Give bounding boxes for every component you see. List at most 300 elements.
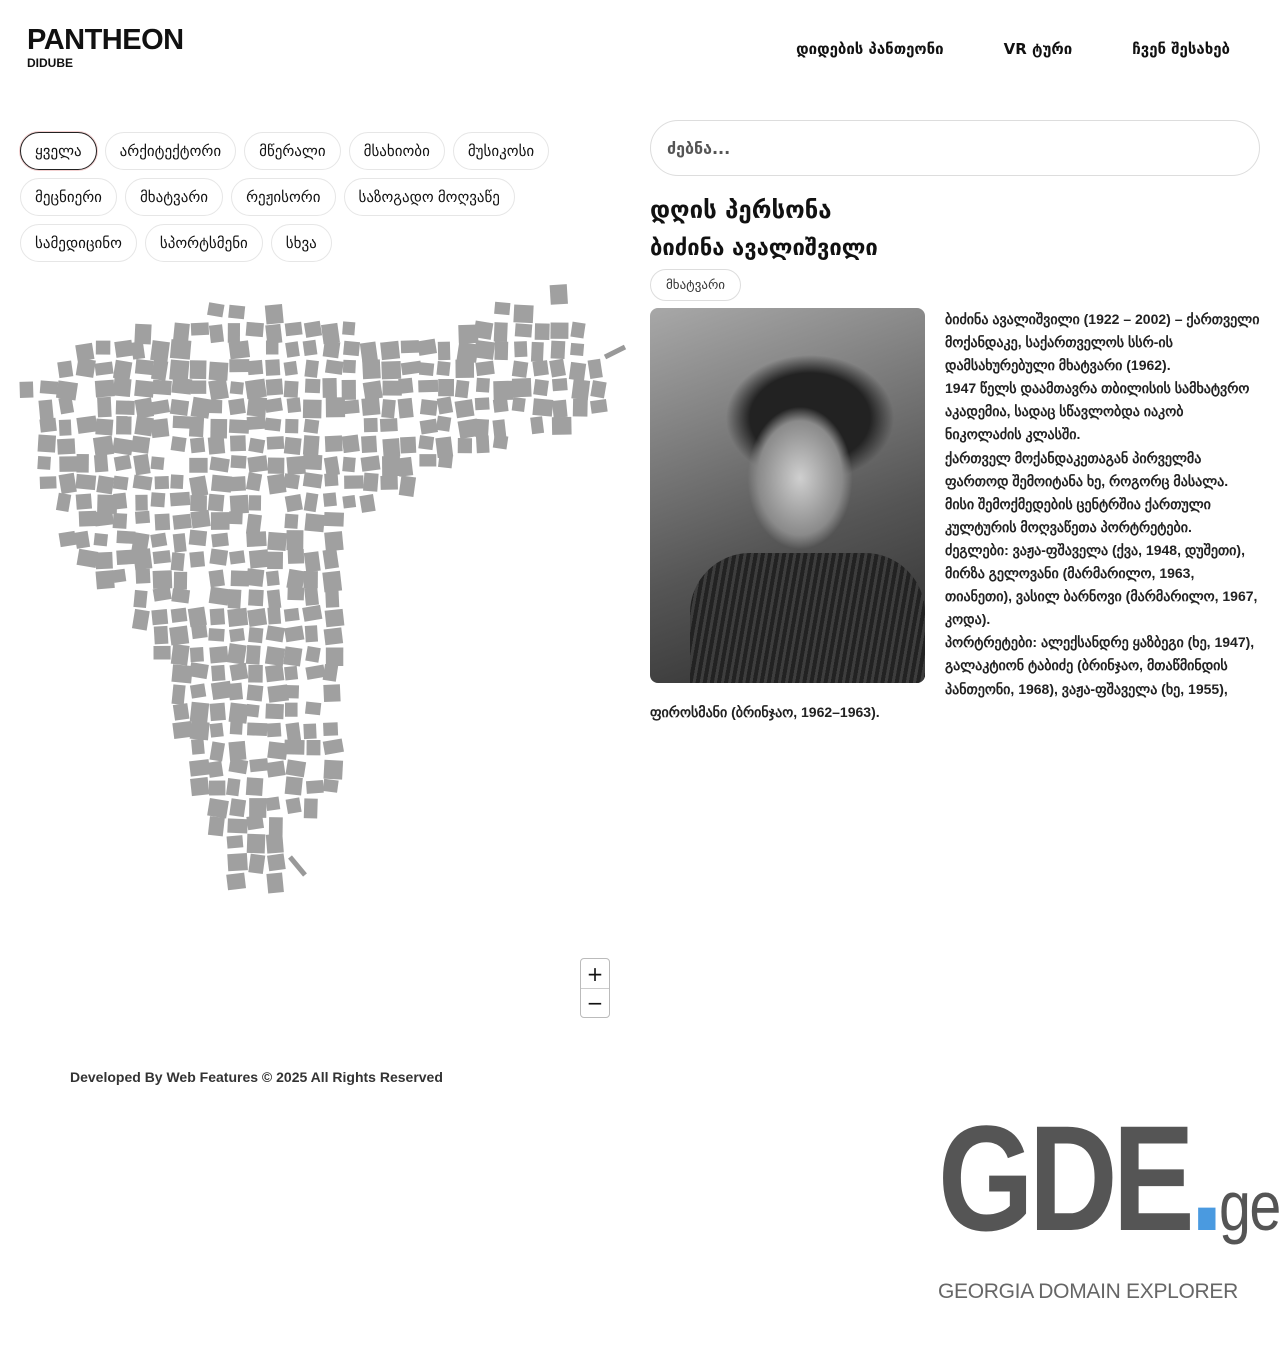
grave-plot[interactable] xyxy=(303,340,318,356)
grave-plot[interactable] xyxy=(116,400,135,415)
grave-plot[interactable] xyxy=(171,552,185,571)
grave-plot[interactable] xyxy=(531,342,544,362)
grave-plot[interactable] xyxy=(304,798,318,818)
grave-plot[interactable] xyxy=(322,779,338,793)
grave-plot[interactable] xyxy=(230,435,246,451)
grave-plot[interactable] xyxy=(418,435,434,450)
grave-plot[interactable] xyxy=(229,663,248,681)
grave-plot[interactable] xyxy=(304,571,318,588)
grave-plot[interactable] xyxy=(135,495,148,511)
filter-chip[interactable]: საზოგადო მოღვაწე xyxy=(344,178,515,216)
grave-plot[interactable] xyxy=(321,323,340,344)
grave-plot[interactable] xyxy=(95,570,114,589)
grave-plot[interactable] xyxy=(284,740,304,755)
gde-logo[interactable] xyxy=(938,1094,1280,1304)
grave-plot[interactable] xyxy=(172,721,193,739)
grave-plot[interactable] xyxy=(267,607,281,625)
grave-plot[interactable] xyxy=(227,643,247,664)
grave-plot[interactable] xyxy=(246,704,260,718)
grave-plot[interactable] xyxy=(246,777,264,796)
grave-plot[interactable] xyxy=(323,760,343,780)
grave-plot[interactable] xyxy=(208,761,224,778)
grave-plot[interactable] xyxy=(170,474,183,489)
grave-plot[interactable] xyxy=(571,379,590,400)
grave-plot[interactable] xyxy=(533,379,549,396)
grave-plot[interactable] xyxy=(191,397,212,419)
grave-plot[interactable] xyxy=(455,359,474,378)
grave-plot[interactable] xyxy=(267,589,282,609)
grave-plot[interactable] xyxy=(77,549,99,568)
grave-plot[interactable] xyxy=(173,703,190,721)
grave-plot[interactable] xyxy=(436,416,452,432)
grave-plot[interactable] xyxy=(96,341,111,355)
grave-plot[interactable] xyxy=(133,454,151,475)
grave-plot[interactable] xyxy=(38,435,56,453)
grave-plot[interactable] xyxy=(361,455,381,471)
grave-plot[interactable] xyxy=(113,493,127,510)
grave-plot[interactable] xyxy=(381,361,401,379)
grave-plot[interactable] xyxy=(189,417,204,438)
grave-plot[interactable] xyxy=(170,399,189,416)
grave-plot[interactable] xyxy=(153,550,171,564)
grave-plot[interactable] xyxy=(322,378,337,398)
grave-plot[interactable] xyxy=(418,380,438,393)
grave-plot[interactable] xyxy=(325,435,343,452)
filter-chip[interactable]: მუსიკოსი xyxy=(453,132,549,170)
nav-about[interactable]: ჩვენ შესახებ xyxy=(1132,40,1230,58)
grave-plot[interactable] xyxy=(209,703,225,721)
grave-plot[interactable] xyxy=(247,455,268,473)
grave-plot[interactable] xyxy=(228,323,240,343)
grave-plot[interactable] xyxy=(458,438,472,453)
filter-chip[interactable]: სხვა xyxy=(271,224,332,262)
grave-plot[interactable] xyxy=(382,438,400,457)
grave-plot[interactable] xyxy=(95,418,113,435)
grave-plot[interactable] xyxy=(284,361,298,376)
grave-plot[interactable] xyxy=(305,625,318,642)
grave-plot[interactable] xyxy=(284,437,302,455)
grave-plot[interactable] xyxy=(171,436,187,452)
grave-plot[interactable] xyxy=(342,435,360,454)
grave-plot[interactable] xyxy=(266,571,280,587)
grave-plot[interactable] xyxy=(397,457,413,477)
grave-plot[interactable] xyxy=(189,551,205,567)
grave-plot[interactable] xyxy=(76,494,92,510)
grave-plot[interactable] xyxy=(248,589,264,606)
grave-plot[interactable] xyxy=(190,360,207,379)
grave-plot[interactable] xyxy=(323,722,338,736)
grave-plot[interactable] xyxy=(401,340,419,353)
grave-plot[interactable] xyxy=(112,438,133,456)
grave-plot[interactable] xyxy=(304,513,325,532)
grave-plot[interactable] xyxy=(189,662,209,679)
grave-plot[interactable] xyxy=(303,419,319,434)
grave-plot[interactable] xyxy=(95,552,113,569)
grave-plot[interactable] xyxy=(323,492,337,507)
grave-plot[interactable] xyxy=(209,587,230,606)
grave-plot[interactable] xyxy=(228,398,246,415)
grave-plot[interactable] xyxy=(211,533,229,548)
grave-plot[interactable] xyxy=(134,416,154,437)
grave-plot[interactable] xyxy=(97,397,112,417)
grave-plot[interactable] xyxy=(283,646,302,666)
grave-plot[interactable] xyxy=(249,549,269,568)
grave-plot[interactable] xyxy=(305,665,325,680)
grave-plot[interactable] xyxy=(56,493,71,512)
grave-plot[interactable] xyxy=(135,511,150,524)
grave-plot[interactable] xyxy=(246,815,264,830)
grave-plot[interactable] xyxy=(304,360,319,378)
grave-plot[interactable] xyxy=(171,644,190,666)
grave-plot[interactable] xyxy=(39,418,56,433)
grave-plot[interactable] xyxy=(134,380,154,398)
grave-plot[interactable] xyxy=(343,341,360,356)
grave-plot[interactable] xyxy=(173,416,191,429)
grave-plot[interactable] xyxy=(417,339,437,356)
grave-plot[interactable] xyxy=(208,816,225,836)
grave-plot[interactable] xyxy=(381,399,396,418)
grave-plot[interactable] xyxy=(151,456,165,470)
filter-chip[interactable]: სამედიცინო xyxy=(20,224,137,262)
grave-plot[interactable] xyxy=(173,533,187,552)
grave-plot[interactable] xyxy=(188,607,207,628)
grave-plot[interactable] xyxy=(228,589,242,609)
grave-plot[interactable] xyxy=(551,341,566,359)
grave-plot[interactable] xyxy=(380,476,398,490)
grave-plot[interactable] xyxy=(209,569,225,587)
grave-plot[interactable] xyxy=(419,454,436,466)
grave-plot[interactable] xyxy=(113,360,132,381)
grave-plot[interactable] xyxy=(75,343,94,362)
grave-plot[interactable] xyxy=(286,569,305,590)
grave-plot[interactable] xyxy=(473,321,493,340)
grave-plot[interactable] xyxy=(269,817,283,836)
grave-plot[interactable] xyxy=(493,381,513,401)
grave-plot[interactable] xyxy=(268,458,285,474)
grave-plot[interactable] xyxy=(438,454,453,468)
grave-plot[interactable] xyxy=(152,380,172,396)
grave-plot[interactable] xyxy=(230,455,246,469)
grave-plot[interactable] xyxy=(304,321,322,338)
grave-plot[interactable] xyxy=(75,474,96,490)
zoom-in-button[interactable]: + xyxy=(586,961,604,986)
grave-plot[interactable] xyxy=(170,492,191,507)
grave-plot[interactable] xyxy=(474,340,495,360)
grave-plot[interactable] xyxy=(438,342,451,361)
grave-plot[interactable] xyxy=(153,587,172,602)
grave-plot[interactable] xyxy=(169,359,189,380)
grave-plot[interactable] xyxy=(249,798,266,818)
grave-plot[interactable] xyxy=(191,322,209,335)
grave-plot[interactable] xyxy=(245,379,267,400)
grave-plot[interactable] xyxy=(229,550,245,564)
grave-plot[interactable] xyxy=(399,476,416,497)
grave-plot[interactable] xyxy=(590,399,608,414)
grave-plot[interactable] xyxy=(364,418,378,432)
grave-plot[interactable] xyxy=(266,873,284,894)
grave-plot[interactable] xyxy=(514,341,527,357)
filter-chip[interactable]: რეჟისორი xyxy=(231,178,335,216)
grave-plot[interactable] xyxy=(189,475,208,497)
grave-plot[interactable] xyxy=(174,572,187,590)
grave-plot[interactable] xyxy=(211,512,230,530)
grave-plot[interactable] xyxy=(493,398,509,412)
grave-plot[interactable] xyxy=(247,684,264,701)
grave-plot[interactable] xyxy=(361,436,377,453)
grave-plot[interactable] xyxy=(171,608,188,623)
grave-plot[interactable] xyxy=(171,588,190,603)
grave-plot[interactable] xyxy=(325,359,344,374)
grave-plot[interactable] xyxy=(512,397,526,412)
grave-plot[interactable] xyxy=(190,510,210,529)
grave-plot[interactable] xyxy=(513,304,533,323)
grave-plot[interactable] xyxy=(210,608,225,625)
grave-plot[interactable] xyxy=(285,759,306,777)
grave-plot[interactable] xyxy=(284,608,300,622)
grave-plot[interactable] xyxy=(287,397,302,413)
grave-plot[interactable] xyxy=(114,455,132,471)
grave-plot[interactable] xyxy=(172,684,186,705)
grave-plot[interactable] xyxy=(153,570,173,589)
grave-plot[interactable] xyxy=(324,473,338,487)
grave-plot[interactable] xyxy=(229,628,245,642)
grave-plot[interactable] xyxy=(37,456,51,470)
grave-plot[interactable] xyxy=(363,473,379,492)
grave-plot[interactable] xyxy=(40,476,57,489)
grave-plot[interactable] xyxy=(191,739,205,755)
grave-plot[interactable] xyxy=(131,436,150,454)
grave-plot[interactable] xyxy=(380,341,400,360)
grave-plot[interactable] xyxy=(59,473,77,494)
grave-plot[interactable] xyxy=(420,419,438,435)
grave-plot[interactable] xyxy=(190,683,206,698)
grave-plot[interactable] xyxy=(209,548,228,565)
grave-plot[interactable] xyxy=(94,454,108,472)
grave-plot[interactable] xyxy=(76,358,96,378)
grave-plot[interactable] xyxy=(265,418,282,432)
grave-plot[interactable] xyxy=(172,514,191,530)
grave-plot[interactable] xyxy=(570,322,585,339)
grave-plot[interactable] xyxy=(190,777,209,796)
grave-plot[interactable] xyxy=(569,362,586,381)
grave-plot[interactable] xyxy=(38,399,53,420)
person-name[interactable]: ბიძინა ავალიშვილი xyxy=(650,236,878,261)
grave-plot[interactable] xyxy=(323,340,341,358)
grave-plot[interactable] xyxy=(208,436,225,454)
grave-plot[interactable] xyxy=(285,703,298,717)
grave-plot[interactable] xyxy=(344,475,363,488)
grave-plot[interactable] xyxy=(283,473,300,489)
grave-plot[interactable] xyxy=(437,396,453,414)
grave-plot[interactable] xyxy=(173,323,190,342)
grave-plot[interactable] xyxy=(208,628,224,641)
grave-plot[interactable] xyxy=(227,476,246,491)
grave-plot[interactable] xyxy=(189,530,207,546)
grave-plot[interactable] xyxy=(265,646,285,666)
grave-plot[interactable] xyxy=(57,438,75,454)
grave-plot[interactable] xyxy=(95,380,115,398)
grave-plot[interactable] xyxy=(552,400,568,418)
site-logo[interactable] xyxy=(27,24,184,70)
grave-plot[interactable] xyxy=(211,665,225,681)
grave-plot[interactable] xyxy=(532,398,553,416)
grave-plot[interactable] xyxy=(267,723,282,738)
grave-plot[interactable] xyxy=(190,495,207,511)
grave-plot[interactable] xyxy=(285,322,303,337)
grave-plot[interactable] xyxy=(210,419,227,439)
grave-plot[interactable] xyxy=(19,381,33,397)
grave-plot[interactable] xyxy=(342,495,356,509)
grave-plot[interactable] xyxy=(324,531,344,551)
grave-plot[interactable] xyxy=(230,495,249,514)
grave-plot[interactable] xyxy=(113,378,132,397)
grave-plot[interactable] xyxy=(307,740,321,755)
grave-plot[interactable] xyxy=(420,399,438,416)
grave-plot[interactable] xyxy=(303,400,322,419)
grave-plot[interactable] xyxy=(209,781,225,796)
grave-plot[interactable] xyxy=(265,703,284,719)
filter-chip[interactable]: მსახიობი xyxy=(349,132,445,170)
grave-plot[interactable] xyxy=(135,569,150,584)
grave-plot[interactable] xyxy=(588,359,603,379)
grave-plot[interactable] xyxy=(286,797,302,814)
grave-plot[interactable] xyxy=(550,322,568,338)
grave-plot[interactable] xyxy=(285,722,301,742)
grave-plot[interactable] xyxy=(266,833,284,853)
grave-plot[interactable] xyxy=(228,758,248,774)
grave-plot[interactable] xyxy=(208,379,229,401)
grave-plot[interactable] xyxy=(132,609,150,631)
grave-plot[interactable] xyxy=(191,380,207,393)
grave-plot[interactable] xyxy=(230,720,243,734)
grave-plot[interactable] xyxy=(342,321,355,335)
grave-plot[interactable] xyxy=(590,380,606,398)
grave-plot[interactable] xyxy=(303,472,323,488)
grave-plot[interactable] xyxy=(114,340,133,358)
grave-plot[interactable] xyxy=(304,492,319,512)
nav-pantheon[interactable]: დიდების პანთეონი xyxy=(796,40,944,58)
grave-plot[interactable] xyxy=(304,551,321,572)
grave-plot[interactable] xyxy=(303,454,323,470)
grave-plot[interactable] xyxy=(189,759,210,776)
grave-plot[interactable] xyxy=(151,609,168,625)
grave-plot[interactable] xyxy=(116,416,132,435)
grave-plot[interactable] xyxy=(360,341,378,362)
grave-plot[interactable] xyxy=(436,361,450,376)
grave-plot[interactable] xyxy=(419,362,434,376)
grave-plot[interactable] xyxy=(95,361,114,375)
grave-plot[interactable] xyxy=(228,741,246,761)
grave-plot[interactable] xyxy=(266,340,278,354)
grave-plot[interactable] xyxy=(248,627,263,643)
grave-plot[interactable] xyxy=(494,341,508,360)
grave-plot[interactable] xyxy=(343,360,356,374)
grave-plot[interactable] xyxy=(306,780,324,794)
grave-plot[interactable] xyxy=(169,626,189,646)
nav-vr-tour[interactable]: VR ტური xyxy=(1003,40,1073,58)
grave-plot[interactable] xyxy=(285,685,299,699)
grave-plot[interactable] xyxy=(58,396,74,414)
grave-plot[interactable] xyxy=(229,340,251,359)
filter-chip[interactable]: მეცნიერი xyxy=(20,178,117,216)
grave-plot[interactable] xyxy=(247,834,266,854)
grave-plot[interactable] xyxy=(305,379,321,394)
grave-plot[interactable] xyxy=(438,379,454,396)
grave-plot[interactable] xyxy=(265,304,284,324)
filter-chip[interactable]: ყველა xyxy=(20,132,97,170)
grave-plot[interactable] xyxy=(226,778,240,796)
grave-plot[interactable] xyxy=(266,625,285,642)
grave-plot[interactable] xyxy=(361,397,380,416)
grave-plot[interactable] xyxy=(266,379,284,396)
grave-plot[interactable] xyxy=(135,397,154,418)
grave-plot[interactable] xyxy=(93,435,114,456)
filter-chip[interactable]: არქიტექტორი xyxy=(105,132,236,170)
grave-plot[interactable] xyxy=(494,302,510,315)
grave-plot[interactable] xyxy=(285,494,303,512)
grave-plot[interactable] xyxy=(362,359,381,379)
grave-plot[interactable] xyxy=(229,359,249,372)
grave-plot[interactable] xyxy=(40,380,59,394)
grave-plot[interactable] xyxy=(512,378,532,397)
grave-plot[interactable] xyxy=(530,416,544,434)
grave-plot[interactable] xyxy=(401,361,422,376)
grave-plot[interactable] xyxy=(228,305,245,320)
grave-plot[interactable] xyxy=(189,458,207,473)
grave-plot[interactable] xyxy=(342,457,356,472)
grave-plot[interactable] xyxy=(249,495,261,510)
grave-plot[interactable] xyxy=(325,609,345,627)
grave-plot[interactable] xyxy=(475,361,494,376)
grave-plot[interactable] xyxy=(133,475,153,491)
grave-plot[interactable] xyxy=(246,531,267,547)
grave-plot[interactable] xyxy=(267,853,286,871)
grave-plot[interactable] xyxy=(515,323,533,337)
grave-plot[interactable] xyxy=(247,416,266,430)
grave-plot[interactable] xyxy=(226,873,246,891)
grave-plot[interactable] xyxy=(284,381,299,398)
grave-plot[interactable] xyxy=(549,359,566,378)
grave-plot[interactable] xyxy=(303,435,320,455)
grave-plot[interactable] xyxy=(207,798,229,818)
grave-plot[interactable] xyxy=(116,550,135,565)
cemetery-map[interactable] xyxy=(0,270,640,910)
filter-chip[interactable]: სპორტსმენი xyxy=(145,224,263,262)
grave-plot[interactable] xyxy=(96,475,114,494)
filter-chip[interactable]: მწერალი xyxy=(244,132,341,170)
grave-plot[interactable] xyxy=(151,360,168,381)
grave-plot[interactable] xyxy=(171,377,192,394)
grave-plot[interactable] xyxy=(209,457,229,473)
grave-plot[interactable] xyxy=(76,454,88,473)
grave-plot[interactable] xyxy=(305,646,321,663)
grave-plot[interactable] xyxy=(493,435,509,450)
grave-plot[interactable] xyxy=(532,360,549,376)
grave-plot[interactable] xyxy=(230,381,244,394)
grave-plot[interactable] xyxy=(191,625,208,639)
grave-plot[interactable] xyxy=(305,702,321,716)
grave-plot[interactable] xyxy=(323,684,340,702)
grave-plot[interactable] xyxy=(284,666,298,681)
grave-plot[interactable] xyxy=(248,854,265,874)
grave-plot[interactable] xyxy=(398,378,413,394)
grave-plot[interactable] xyxy=(284,625,304,642)
grave-plot[interactable] xyxy=(264,398,283,413)
grave-plot[interactable] xyxy=(155,476,170,489)
grave-plot[interactable] xyxy=(341,400,360,415)
grave-plot[interactable] xyxy=(302,605,322,622)
search-input[interactable]: ძებნა... xyxy=(650,120,1260,176)
